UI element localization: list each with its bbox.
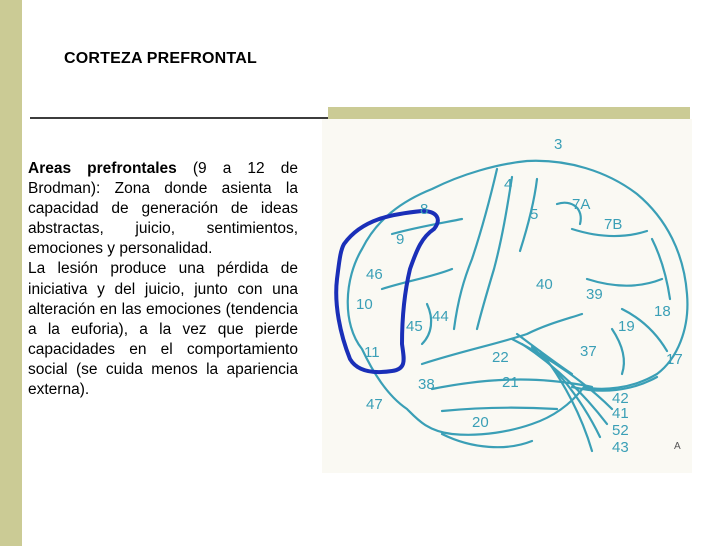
prefrontal-highlight [336, 211, 438, 372]
area-label-45: 45 [406, 318, 423, 335]
slide-body [28, 159, 298, 400]
area-label-18: 18 [654, 303, 671, 320]
area-label-39: 39 [586, 286, 603, 303]
area-label-38: 38 [418, 376, 435, 393]
area-label-8: 8 [420, 201, 429, 218]
parietal-sulcus [587, 279, 662, 286]
paragraph-lesion: La lesión produce una pérdida de iniciativa y del juicio, junto con una alteración en las emociones (tendencia a la euforia), a la vez que pierde capacidades en el comportamiento social (se cuida menos la apariencia externa). [28, 260, 298, 399]
paragraph-areas [28, 159, 298, 259]
area-label-4: 4 [504, 176, 513, 193]
brain-diagram [322, 119, 692, 473]
brain-outline [348, 161, 688, 451]
area-label-11: 11 [364, 344, 380, 361]
area-label-3: 3 [554, 136, 563, 153]
title-divider [30, 117, 330, 119]
fibre-3 [532, 347, 600, 437]
area-label-42: 42 [612, 390, 629, 407]
area-label-40: 40 [536, 276, 553, 293]
figure-letter: A [674, 441, 681, 452]
area-label-22: 22 [492, 349, 509, 366]
inferior-temporal-sulcus [442, 408, 557, 411]
area-label-5: 5 [530, 206, 539, 223]
lunate-sulcus [652, 239, 670, 299]
side-accent-bar [0, 0, 22, 546]
postcentral-sulcus [477, 177, 512, 329]
inferior-frontal-sulcus [382, 269, 452, 289]
paragraph-areas-rest: (9 a 12 de Brodman): Zona donde asienta la capacidad de generación de ideas abstractas, juicio, sentimientos, emociones y personalidad. [28, 160, 298, 258]
area-label-46: 46 [366, 266, 383, 283]
sulcus-37 [612, 329, 624, 374]
fibre-4 [540, 351, 592, 451]
area-label-52: 52 [612, 422, 629, 439]
area-label-41: 41 [612, 405, 629, 422]
area-label-10: 10 [356, 296, 373, 313]
area-label-7a: 7A [572, 196, 591, 213]
slide-title: CORTEZA PREFRONTAL [64, 50, 257, 67]
brain-outer-contour [348, 161, 688, 435]
frontal-sulcus-45 [422, 304, 431, 344]
area-label-7b: 7B [604, 216, 623, 233]
area-label-21: 21 [502, 374, 519, 391]
area-label-19: 19 [618, 318, 635, 335]
brain-figure [322, 119, 692, 473]
paragraph-areas-bold: Areas prefrontales [28, 160, 177, 177]
area-label-44: 44 [432, 308, 449, 325]
area-label-43: 43 [612, 439, 629, 456]
central-sulcus [454, 169, 497, 329]
area-label-47: 47 [366, 396, 383, 413]
temporal-pole-line [442, 434, 532, 447]
area-label-20: 20 [472, 414, 489, 431]
area-label-17: 17 [666, 351, 683, 368]
area-label-37: 37 [580, 343, 597, 360]
area-label-9: 9 [396, 231, 405, 248]
